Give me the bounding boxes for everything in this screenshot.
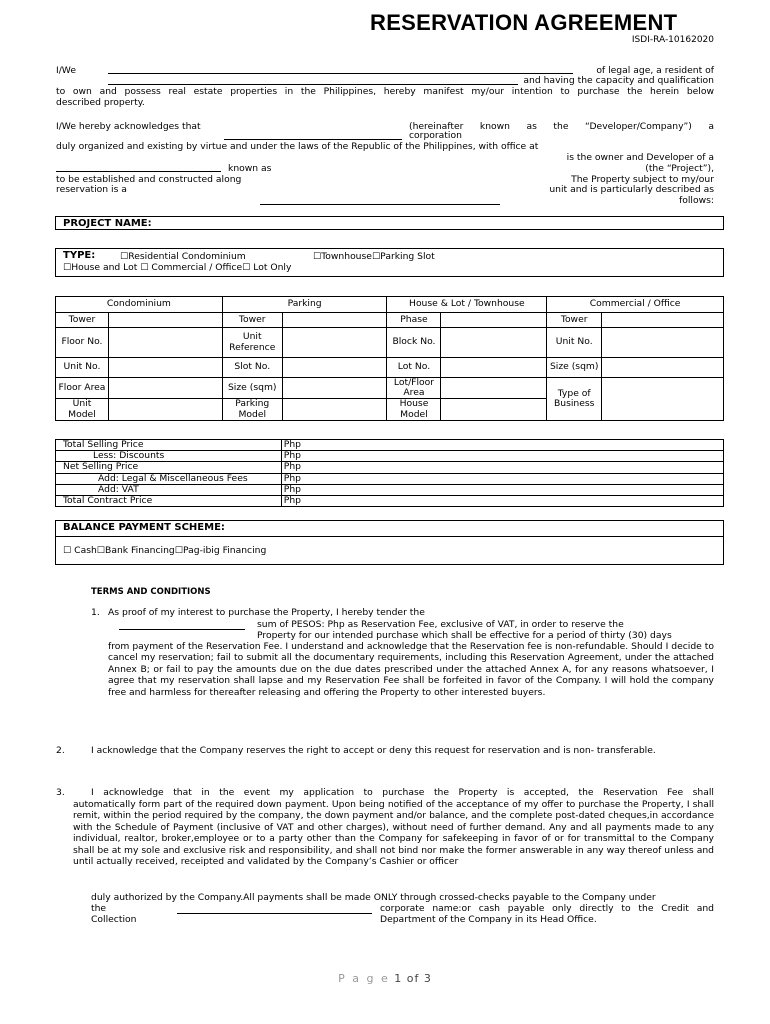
condo-unit-label: Unit No. — [56, 358, 109, 378]
type-box — [55, 248, 724, 277]
parking-size-value[interactable] — [282, 378, 387, 399]
developer-name-line[interactable] — [224, 139, 402, 140]
residence-line[interactable] — [108, 84, 518, 85]
price-label-net-selling: Net Selling Price — [56, 462, 282, 473]
payment-options[interactable]: ☐ Cash☐Bank Financing☐Pag-ibig Financing — [63, 545, 267, 556]
condo-floor-value[interactable] — [108, 328, 222, 358]
price-value-vat[interactable]: Php — [281, 484, 723, 495]
office-address-line[interactable] — [56, 171, 221, 172]
payment-scheme-label: BALANCE PAYMENT SCHEME: — [63, 522, 225, 533]
parking-slot-label: Slot No. — [222, 358, 282, 378]
price-value-total-selling[interactable]: Php — [281, 440, 723, 451]
term-2-number: 2. — [56, 745, 65, 756]
the-project-text: (the “Project”), — [645, 163, 714, 174]
owner-text: is the owner and Developer of a — [566, 152, 714, 163]
payment-divider — [56, 536, 723, 537]
term-1-body: from payment of the Reservation Fee. I understand and acknowledge that the Reservation fee is non-refundable. Should I decide to cancel my reservation; fail to submit all the documentary requirements, including this Reservation Agreement, under the attached Annex B; or fail to pay the amounts due on the due dates prescribed under the attached Annex A, for any reasons whatsoever, I agree that my reservation shall lapse and my Reservation Fee shall be forfeited in favor of the Company. I will hold the company free and harmless for thereafter releasing and offering the Property to other interested buyers. — [108, 641, 714, 698]
price-label-vat: Add: VAT — [56, 484, 282, 495]
corporation-text: corporation — [409, 130, 462, 141]
established-text: to be established and constructed along — [56, 174, 242, 185]
document-title: RESERVATION AGREEMENT — [370, 10, 678, 35]
house-lot-area-label: Lot/Floor Area — [387, 378, 441, 399]
house-model-label: House Model — [387, 399, 441, 420]
house-model-value[interactable] — [441, 399, 547, 420]
header-house-lot: House & Lot / Townhouse — [387, 297, 547, 313]
condo-floor-area-label: Floor Area — [56, 378, 109, 399]
unit-described-text: unit and is particularly described as — [549, 184, 714, 195]
capacity-text: and having the capacity and qualification — [523, 75, 714, 86]
unit-type-line[interactable] — [260, 204, 500, 205]
page-label: P a g e — [338, 972, 390, 985]
term-1-line-b: sum of PESOS: Php as Reservation Fee, exclusive of VAT, in order to reserve the — [257, 619, 624, 630]
condo-tower-label: Tower — [56, 313, 109, 328]
term-4-line-b: corporate name:or cash payable only directly to the Credit and — [380, 903, 714, 914]
comm-business-value[interactable] — [602, 378, 724, 421]
intro-line-3: to own and possess real estate properties in the Philippines, hereby manifest my/our intention to purchase the herein below — [56, 86, 714, 97]
comm-size-label: Size (sqm) — [547, 358, 602, 378]
house-lot-label: Lot No. — [387, 358, 441, 378]
comm-tower-label: Tower — [547, 313, 602, 328]
type-label: TYPE: — [63, 250, 96, 261]
payment-scheme-box — [55, 520, 724, 565]
house-lot-area-value[interactable] — [441, 378, 547, 399]
ack-line-1-right: (hereinafter known as the “Developer/Company”) a — [409, 121, 714, 132]
price-label-total-contract: Total Contract Price — [56, 496, 282, 507]
house-phase-label: Phase — [387, 313, 441, 328]
page-number: 1 — [394, 972, 403, 985]
parking-unit-ref-label: Unit Reference — [222, 328, 282, 358]
reservation-text: reservation is a — [56, 184, 127, 195]
term-1-line-a: As proof of my interest to purchase the Property, I hereby tender the — [108, 607, 425, 618]
price-label-legal-fees: Add: Legal & Miscellaneous Fees — [56, 473, 282, 484]
known-as-text: known as — [228, 163, 272, 174]
parking-tower-value[interactable] — [282, 313, 387, 328]
comm-tower-value[interactable] — [602, 313, 724, 328]
house-phase-value[interactable] — [441, 313, 547, 328]
legal-age-text: of legal age, a resident of — [596, 65, 714, 76]
comm-unit-label: Unit No. — [547, 328, 602, 358]
parking-tower-label: Tower — [222, 313, 282, 328]
header-parking: Parking — [222, 297, 387, 313]
price-value-total-contract[interactable]: Php — [281, 496, 723, 507]
terms-heading: TERMS AND CONDITIONS — [91, 587, 211, 597]
iwe-label: I/We — [56, 65, 77, 76]
parking-unit-ref-value[interactable] — [282, 328, 387, 358]
condo-floor-label: Floor No. — [56, 328, 109, 358]
price-value-legal-fees[interactable]: Php — [281, 473, 723, 484]
type-option-house-commercial-lot[interactable]: ☐House and Lot ☐ Commercial / Office☐ Lot Only — [63, 262, 292, 273]
parking-slot-value[interactable] — [282, 358, 387, 378]
comm-business-label: Type of Business — [547, 378, 602, 421]
price-value-discounts[interactable]: Php — [281, 451, 723, 462]
project-name-label: PROJECT NAME: — [63, 218, 152, 229]
corporate-name-line[interactable] — [177, 913, 372, 914]
price-label-discounts: Less: Discounts — [56, 451, 282, 462]
ack-line-3: duly organized and existing by virtue and under the laws of the Republic of the Philippines, with office at — [56, 141, 539, 152]
comm-size-value[interactable] — [602, 358, 724, 378]
parking-size-label: Size (sqm) — [222, 378, 282, 399]
term-3-body: automatically form part of the required down payment. Upon being notified of the acceptance of my offer to purchase the Property, I shall remit, within the period required by the company, the down payment and/or balance, and the complete post-dated cheques,in accordance with the Schedule of Payment (inclusive of VAT and other charges), without need of further demand. Any and all payments made to any individual, realtor, broker,employee or to a party other than the Company for safekeeping in favor of or for transmittal to the Company shall be at my sole and exclusive risk and responsibility, and shall not bind nor make the former answerable in any way thereof unless and until actually received, receipted and validated by the Company’s Cashier or officer — [73, 799, 714, 868]
condo-unit-value[interactable] — [108, 358, 222, 378]
house-block-label: Block No. — [387, 328, 441, 358]
house-block-value[interactable] — [441, 328, 547, 358]
condo-floor-area-value[interactable] — [108, 378, 222, 399]
term-3-number: 3. — [56, 787, 65, 798]
price-table — [55, 439, 724, 507]
house-lot-value[interactable] — [441, 358, 547, 378]
page-of: of 3 — [406, 972, 432, 985]
condo-model-label: Unit Model — [56, 399, 109, 420]
ack-line-1-left: I/We hereby acknowledges that — [56, 121, 201, 132]
term-4-line-c: Department of the Company in its Head Office. — [380, 914, 597, 925]
price-label-total-selling: Total Selling Price — [56, 440, 282, 451]
page-footer — [0, 972, 770, 985]
price-value-net-selling[interactable]: Php — [281, 462, 723, 473]
parking-model-label: Parking Model — [222, 399, 282, 420]
type-option-residential[interactable]: ☐Residential Condominium — [120, 251, 246, 262]
term-4-line-a: duly authorized by the Company.All payments shall be made ONLY through crossed-checks payable to the Company under — [91, 892, 656, 903]
comm-unit-value[interactable] — [602, 328, 724, 358]
term-4-collection: Collection — [91, 914, 137, 925]
type-option-townhouse-parking[interactable]: ☐Townhouse☐Parking Slot — [313, 251, 435, 262]
term-1-line-c: Property for our intended purchase which shall be effective for a period of thirty (30) days — [257, 630, 672, 641]
term-2-text: I acknowledge that the Company reserves the right to accept or deny this request for reservation and is non- transferable. — [91, 745, 656, 756]
term-4-the: the — [91, 903, 107, 914]
document-id: ISDI-RA-10162020 — [631, 35, 714, 45]
header-condominium: Condominium — [56, 297, 223, 313]
condo-tower-value[interactable] — [108, 313, 222, 328]
parking-model-value[interactable] — [282, 399, 387, 420]
reservation-fee-words-line[interactable] — [119, 629, 245, 630]
term-3-first-line: I acknowledge that in the event my application to purchase the Property is accepted, the Reservation Fee shall — [91, 787, 714, 798]
property-details-table — [55, 296, 724, 421]
follows-text: follows: — [679, 195, 714, 206]
project-name-box[interactable] — [55, 216, 724, 230]
buyer-name-line[interactable] — [108, 73, 573, 74]
subject-text: The Property subject to my/our — [571, 174, 714, 185]
condo-model-value[interactable] — [108, 399, 222, 420]
intro-line-4: described property. — [56, 97, 145, 108]
term-1-number: 1. — [91, 607, 100, 618]
header-commercial: Commercial / Office — [547, 297, 724, 313]
